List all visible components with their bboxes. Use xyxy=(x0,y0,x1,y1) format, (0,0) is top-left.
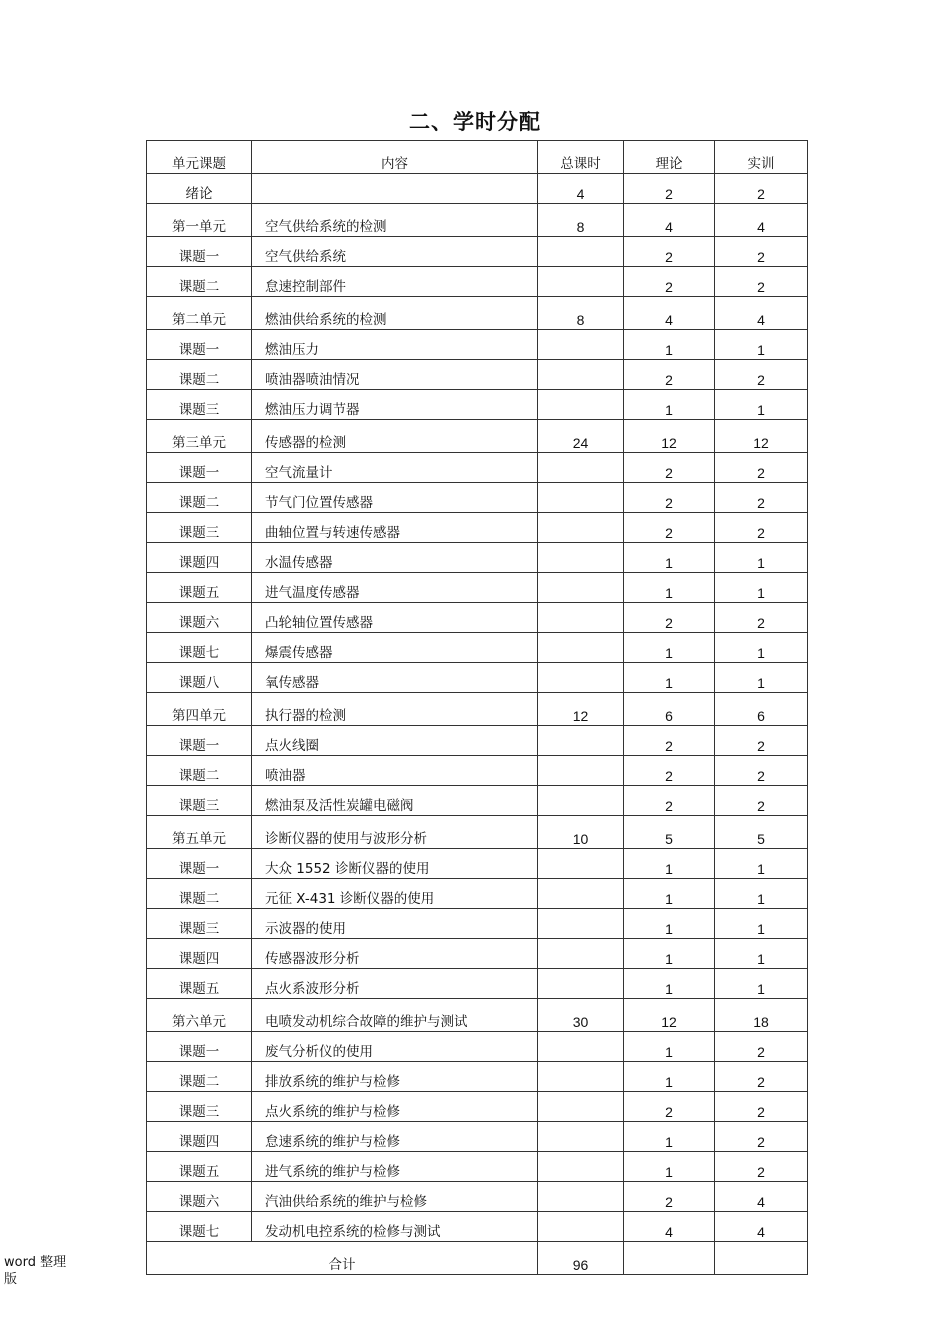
practice-hours-cell: 1 xyxy=(715,663,808,693)
content-cell: 进气温度传感器 xyxy=(252,573,538,603)
practice-hours-cell: 1 xyxy=(715,330,808,360)
page-title: 二、学时分配 xyxy=(409,110,541,134)
practice-hours-cell: 6 xyxy=(715,693,808,726)
unit-cell: 课题八 xyxy=(147,663,252,693)
table-row xyxy=(147,360,808,390)
total-hours-cell xyxy=(538,969,624,999)
total-hours-cell xyxy=(538,603,624,633)
content-cell: 传感器波形分析 xyxy=(252,939,538,969)
content-cell: 空气供给系统 xyxy=(252,237,538,267)
practice-hours-cell: 2 xyxy=(715,1122,808,1152)
unit-cell: 课题四 xyxy=(147,543,252,573)
practice-hours-cell: 4 xyxy=(715,204,808,237)
table-row xyxy=(147,633,808,663)
table-row xyxy=(147,237,808,267)
total-hours-cell xyxy=(538,360,624,390)
table-row xyxy=(147,483,808,513)
content-cell: 废气分析仪的使用 xyxy=(252,1032,538,1062)
theory-hours-cell: 2 xyxy=(624,1182,715,1212)
unit-cell: 第三单元 xyxy=(147,420,252,453)
theory-hours-cell: 2 xyxy=(624,453,715,483)
practice-hours-cell: 2 xyxy=(715,1032,808,1062)
content-cell: 怠速控制部件 xyxy=(252,267,538,297)
content-cell: 排放系统的维护与检修 xyxy=(252,1062,538,1092)
table-row xyxy=(147,1122,808,1152)
footer-note: word 整理版 xyxy=(4,1255,67,1287)
unit-cell: 课题三 xyxy=(147,786,252,816)
theory-hours-cell: 1 xyxy=(624,969,715,999)
total-hours-cell xyxy=(538,1062,624,1092)
theory-hours-cell: 2 xyxy=(624,786,715,816)
theory-hours-cell: 5 xyxy=(624,816,715,849)
content-cell: 汽油供给系统的维护与检修 xyxy=(252,1182,538,1212)
table-row xyxy=(147,1062,808,1092)
unit-cell: 课题二 xyxy=(147,1062,252,1092)
practice-hours-cell: 1 xyxy=(715,543,808,573)
total-hours-cell xyxy=(538,756,624,786)
content-cell: 发动机电控系统的检修与测试 xyxy=(252,1212,538,1242)
theory-hours-cell: 2 xyxy=(624,1092,715,1122)
theory-hours-cell: 1 xyxy=(624,573,715,603)
table-row xyxy=(147,204,808,237)
theory-hours-cell: 2 xyxy=(624,174,715,204)
table-row xyxy=(147,969,808,999)
practice-hours-cell: 2 xyxy=(715,1092,808,1122)
table-row xyxy=(147,1152,808,1182)
content-cell: 节气门位置传感器 xyxy=(252,483,538,513)
content-cell: 元征 X-431 诊断仪器的使用 xyxy=(252,879,538,909)
theory-hours-cell: 1 xyxy=(624,909,715,939)
table-row xyxy=(147,297,808,330)
total-hours-cell xyxy=(538,513,624,543)
theory-hours-cell: 1 xyxy=(624,939,715,969)
practice-hours-cell: 1 xyxy=(715,390,808,420)
theory-hours-cell: 1 xyxy=(624,1152,715,1182)
practice-hours-cell: 1 xyxy=(715,633,808,663)
unit-cell: 课题一 xyxy=(147,726,252,756)
theory-hours-cell: 1 xyxy=(624,663,715,693)
practice-hours-cell: 2 xyxy=(715,483,808,513)
practice-hours-cell: 2 xyxy=(715,453,808,483)
hours-table xyxy=(146,140,808,1275)
unit-cell: 课题三 xyxy=(147,1092,252,1122)
theory-hours-cell: 2 xyxy=(624,267,715,297)
table-row xyxy=(147,573,808,603)
practice-hours-cell: 2 xyxy=(715,756,808,786)
practice-hours-sum xyxy=(715,1242,808,1275)
table-row xyxy=(147,663,808,693)
table-row xyxy=(147,726,808,756)
table-row xyxy=(147,330,808,360)
content-cell: 燃油供给系统的检测 xyxy=(252,297,538,330)
unit-cell: 课题三 xyxy=(147,909,252,939)
total-hours-cell: 10 xyxy=(538,816,624,849)
unit-cell: 绪论 xyxy=(147,174,252,204)
total-hours-cell: 12 xyxy=(538,693,624,726)
header-theory: 理论 xyxy=(624,141,715,174)
unit-cell: 课题四 xyxy=(147,939,252,969)
content-cell: 水温传感器 xyxy=(252,543,538,573)
theory-hours-cell: 4 xyxy=(624,204,715,237)
practice-hours-cell: 2 xyxy=(715,1062,808,1092)
table-row xyxy=(147,693,808,726)
practice-hours-cell: 1 xyxy=(715,909,808,939)
content-cell: 点火系波形分析 xyxy=(252,969,538,999)
practice-hours-cell: 1 xyxy=(715,573,808,603)
theory-hours-cell: 2 xyxy=(624,726,715,756)
content-cell: 传感器的检测 xyxy=(252,420,538,453)
total-hours-cell xyxy=(538,237,624,267)
theory-hours-cell: 1 xyxy=(624,879,715,909)
table-row xyxy=(147,513,808,543)
total-label: 合计 xyxy=(147,1242,538,1275)
unit-cell: 课题五 xyxy=(147,1152,252,1182)
total-hours-cell xyxy=(538,1182,624,1212)
theory-hours-cell: 4 xyxy=(624,1212,715,1242)
unit-cell: 课题一 xyxy=(147,330,252,360)
table-row xyxy=(147,603,808,633)
table-row xyxy=(147,267,808,297)
theory-hours-sum xyxy=(624,1242,715,1275)
theory-hours-cell: 1 xyxy=(624,633,715,663)
unit-cell: 课题二 xyxy=(147,756,252,786)
total-hours-cell xyxy=(538,390,624,420)
unit-cell: 课题四 xyxy=(147,1122,252,1152)
unit-cell: 课题二 xyxy=(147,483,252,513)
table-row xyxy=(147,879,808,909)
practice-hours-cell: 2 xyxy=(715,267,808,297)
content-cell: 喷油器 xyxy=(252,756,538,786)
total-hours-cell xyxy=(538,663,624,693)
unit-cell: 第一单元 xyxy=(147,204,252,237)
practice-hours-cell: 4 xyxy=(715,1212,808,1242)
table-row xyxy=(147,390,808,420)
total-hours-cell xyxy=(538,330,624,360)
theory-hours-cell: 12 xyxy=(624,999,715,1032)
header-content: 内容 xyxy=(252,141,538,174)
total-hours-cell xyxy=(538,543,624,573)
total-hours-cell xyxy=(538,1122,624,1152)
practice-hours-cell: 2 xyxy=(715,174,808,204)
practice-hours-cell: 12 xyxy=(715,420,808,453)
content-cell: 怠速系统的维护与检修 xyxy=(252,1122,538,1152)
content-cell: 进气系统的维护与检修 xyxy=(252,1152,538,1182)
theory-hours-cell: 2 xyxy=(624,513,715,543)
content-cell: 诊断仪器的使用与波形分析 xyxy=(252,816,538,849)
practice-hours-cell: 2 xyxy=(715,513,808,543)
theory-hours-cell: 2 xyxy=(624,603,715,633)
theory-hours-cell: 1 xyxy=(624,849,715,879)
total-hours-cell xyxy=(538,726,624,756)
theory-hours-cell: 12 xyxy=(624,420,715,453)
content-cell: 凸轮轴位置传感器 xyxy=(252,603,538,633)
unit-cell: 课题二 xyxy=(147,267,252,297)
total-hours-cell xyxy=(538,1152,624,1182)
content-cell: 燃油泵及活性炭罐电磁阀 xyxy=(252,786,538,816)
unit-cell: 第五单元 xyxy=(147,816,252,849)
total-row xyxy=(147,1242,808,1275)
table-row xyxy=(147,786,808,816)
theory-hours-cell: 6 xyxy=(624,693,715,726)
content-cell: 点火线圈 xyxy=(252,726,538,756)
total-hours-cell xyxy=(538,786,624,816)
unit-cell: 课题三 xyxy=(147,390,252,420)
total-hours-cell: 4 xyxy=(538,174,624,204)
practice-hours-cell: 2 xyxy=(715,603,808,633)
total-hours-cell: 8 xyxy=(538,204,624,237)
unit-cell: 第二单元 xyxy=(147,297,252,330)
content-cell: 空气流量计 xyxy=(252,453,538,483)
practice-hours-cell: 1 xyxy=(715,969,808,999)
content-cell: 点火系统的维护与检修 xyxy=(252,1092,538,1122)
table-row xyxy=(147,420,808,453)
theory-hours-cell: 4 xyxy=(624,297,715,330)
practice-hours-cell: 18 xyxy=(715,999,808,1032)
table-row xyxy=(147,1032,808,1062)
practice-hours-cell: 2 xyxy=(715,360,808,390)
unit-cell: 课题六 xyxy=(147,603,252,633)
theory-hours-cell: 2 xyxy=(624,756,715,786)
total-hours-cell xyxy=(538,1032,624,1062)
unit-cell: 课题七 xyxy=(147,1212,252,1242)
header-total: 总课时 xyxy=(538,141,624,174)
table-header-row xyxy=(147,141,808,174)
table-row xyxy=(147,756,808,786)
header-unit: 单元课题 xyxy=(147,141,252,174)
content-cell: 空气供给系统的检测 xyxy=(252,204,538,237)
table-row xyxy=(147,999,808,1032)
theory-hours-cell: 2 xyxy=(624,483,715,513)
table-row xyxy=(147,939,808,969)
total-hours-cell xyxy=(538,939,624,969)
total-hours-cell xyxy=(538,483,624,513)
theory-hours-cell: 1 xyxy=(624,1062,715,1092)
theory-hours-cell: 1 xyxy=(624,543,715,573)
total-hours-sum: 96 xyxy=(538,1242,624,1275)
total-hours-cell xyxy=(538,1212,624,1242)
content-cell: 示波器的使用 xyxy=(252,909,538,939)
unit-cell: 课题二 xyxy=(147,360,252,390)
total-hours-cell xyxy=(538,573,624,603)
table-row xyxy=(147,849,808,879)
total-hours-cell xyxy=(538,879,624,909)
content-cell: 执行器的检测 xyxy=(252,693,538,726)
practice-hours-cell: 2 xyxy=(715,786,808,816)
practice-hours-cell: 2 xyxy=(715,237,808,267)
total-hours-cell: 8 xyxy=(538,297,624,330)
theory-hours-cell: 1 xyxy=(624,390,715,420)
unit-cell: 课题二 xyxy=(147,879,252,909)
total-hours-cell xyxy=(538,267,624,297)
theory-hours-cell: 1 xyxy=(624,330,715,360)
content-cell: 爆震传感器 xyxy=(252,633,538,663)
theory-hours-cell: 1 xyxy=(624,1122,715,1152)
table-row xyxy=(147,1212,808,1242)
theory-hours-cell: 2 xyxy=(624,237,715,267)
total-hours-cell xyxy=(538,909,624,939)
practice-hours-cell: 2 xyxy=(715,1152,808,1182)
content-cell: 大众 1552 诊断仪器的使用 xyxy=(252,849,538,879)
unit-cell: 第六单元 xyxy=(147,999,252,1032)
table-row xyxy=(147,453,808,483)
unit-cell: 课题五 xyxy=(147,573,252,603)
content-cell xyxy=(252,174,538,204)
content-cell: 喷油器喷油情况 xyxy=(252,360,538,390)
total-hours-cell xyxy=(538,633,624,663)
practice-hours-cell: 1 xyxy=(715,849,808,879)
unit-cell: 课题一 xyxy=(147,453,252,483)
table-row xyxy=(147,909,808,939)
header-practice: 实训 xyxy=(715,141,808,174)
unit-cell: 课题六 xyxy=(147,1182,252,1212)
unit-cell: 课题一 xyxy=(147,1032,252,1062)
theory-hours-cell: 1 xyxy=(624,1032,715,1062)
unit-cell: 课题三 xyxy=(147,513,252,543)
practice-hours-cell: 4 xyxy=(715,297,808,330)
practice-hours-cell: 2 xyxy=(715,726,808,756)
practice-hours-cell: 5 xyxy=(715,816,808,849)
practice-hours-cell: 1 xyxy=(715,879,808,909)
table-row xyxy=(147,174,808,204)
hours-table-body xyxy=(147,141,808,1275)
unit-cell: 课题七 xyxy=(147,633,252,663)
practice-hours-cell: 4 xyxy=(715,1182,808,1212)
table-row xyxy=(147,816,808,849)
unit-cell: 课题一 xyxy=(147,237,252,267)
table-row xyxy=(147,1182,808,1212)
unit-cell: 第四单元 xyxy=(147,693,252,726)
total-hours-cell xyxy=(538,1092,624,1122)
total-hours-cell: 30 xyxy=(538,999,624,1032)
content-cell: 电喷发动机综合故障的维护与测试 xyxy=(252,999,538,1032)
total-hours-cell xyxy=(538,453,624,483)
total-hours-cell: 24 xyxy=(538,420,624,453)
theory-hours-cell: 2 xyxy=(624,360,715,390)
table-row xyxy=(147,1092,808,1122)
total-hours-cell xyxy=(538,849,624,879)
table-row xyxy=(147,543,808,573)
unit-cell: 课题五 xyxy=(147,969,252,999)
content-cell: 氧传感器 xyxy=(252,663,538,693)
content-cell: 曲轴位置与转速传感器 xyxy=(252,513,538,543)
content-cell: 燃油压力调节器 xyxy=(252,390,538,420)
unit-cell: 课题一 xyxy=(147,849,252,879)
content-cell: 燃油压力 xyxy=(252,330,538,360)
practice-hours-cell: 1 xyxy=(715,939,808,969)
